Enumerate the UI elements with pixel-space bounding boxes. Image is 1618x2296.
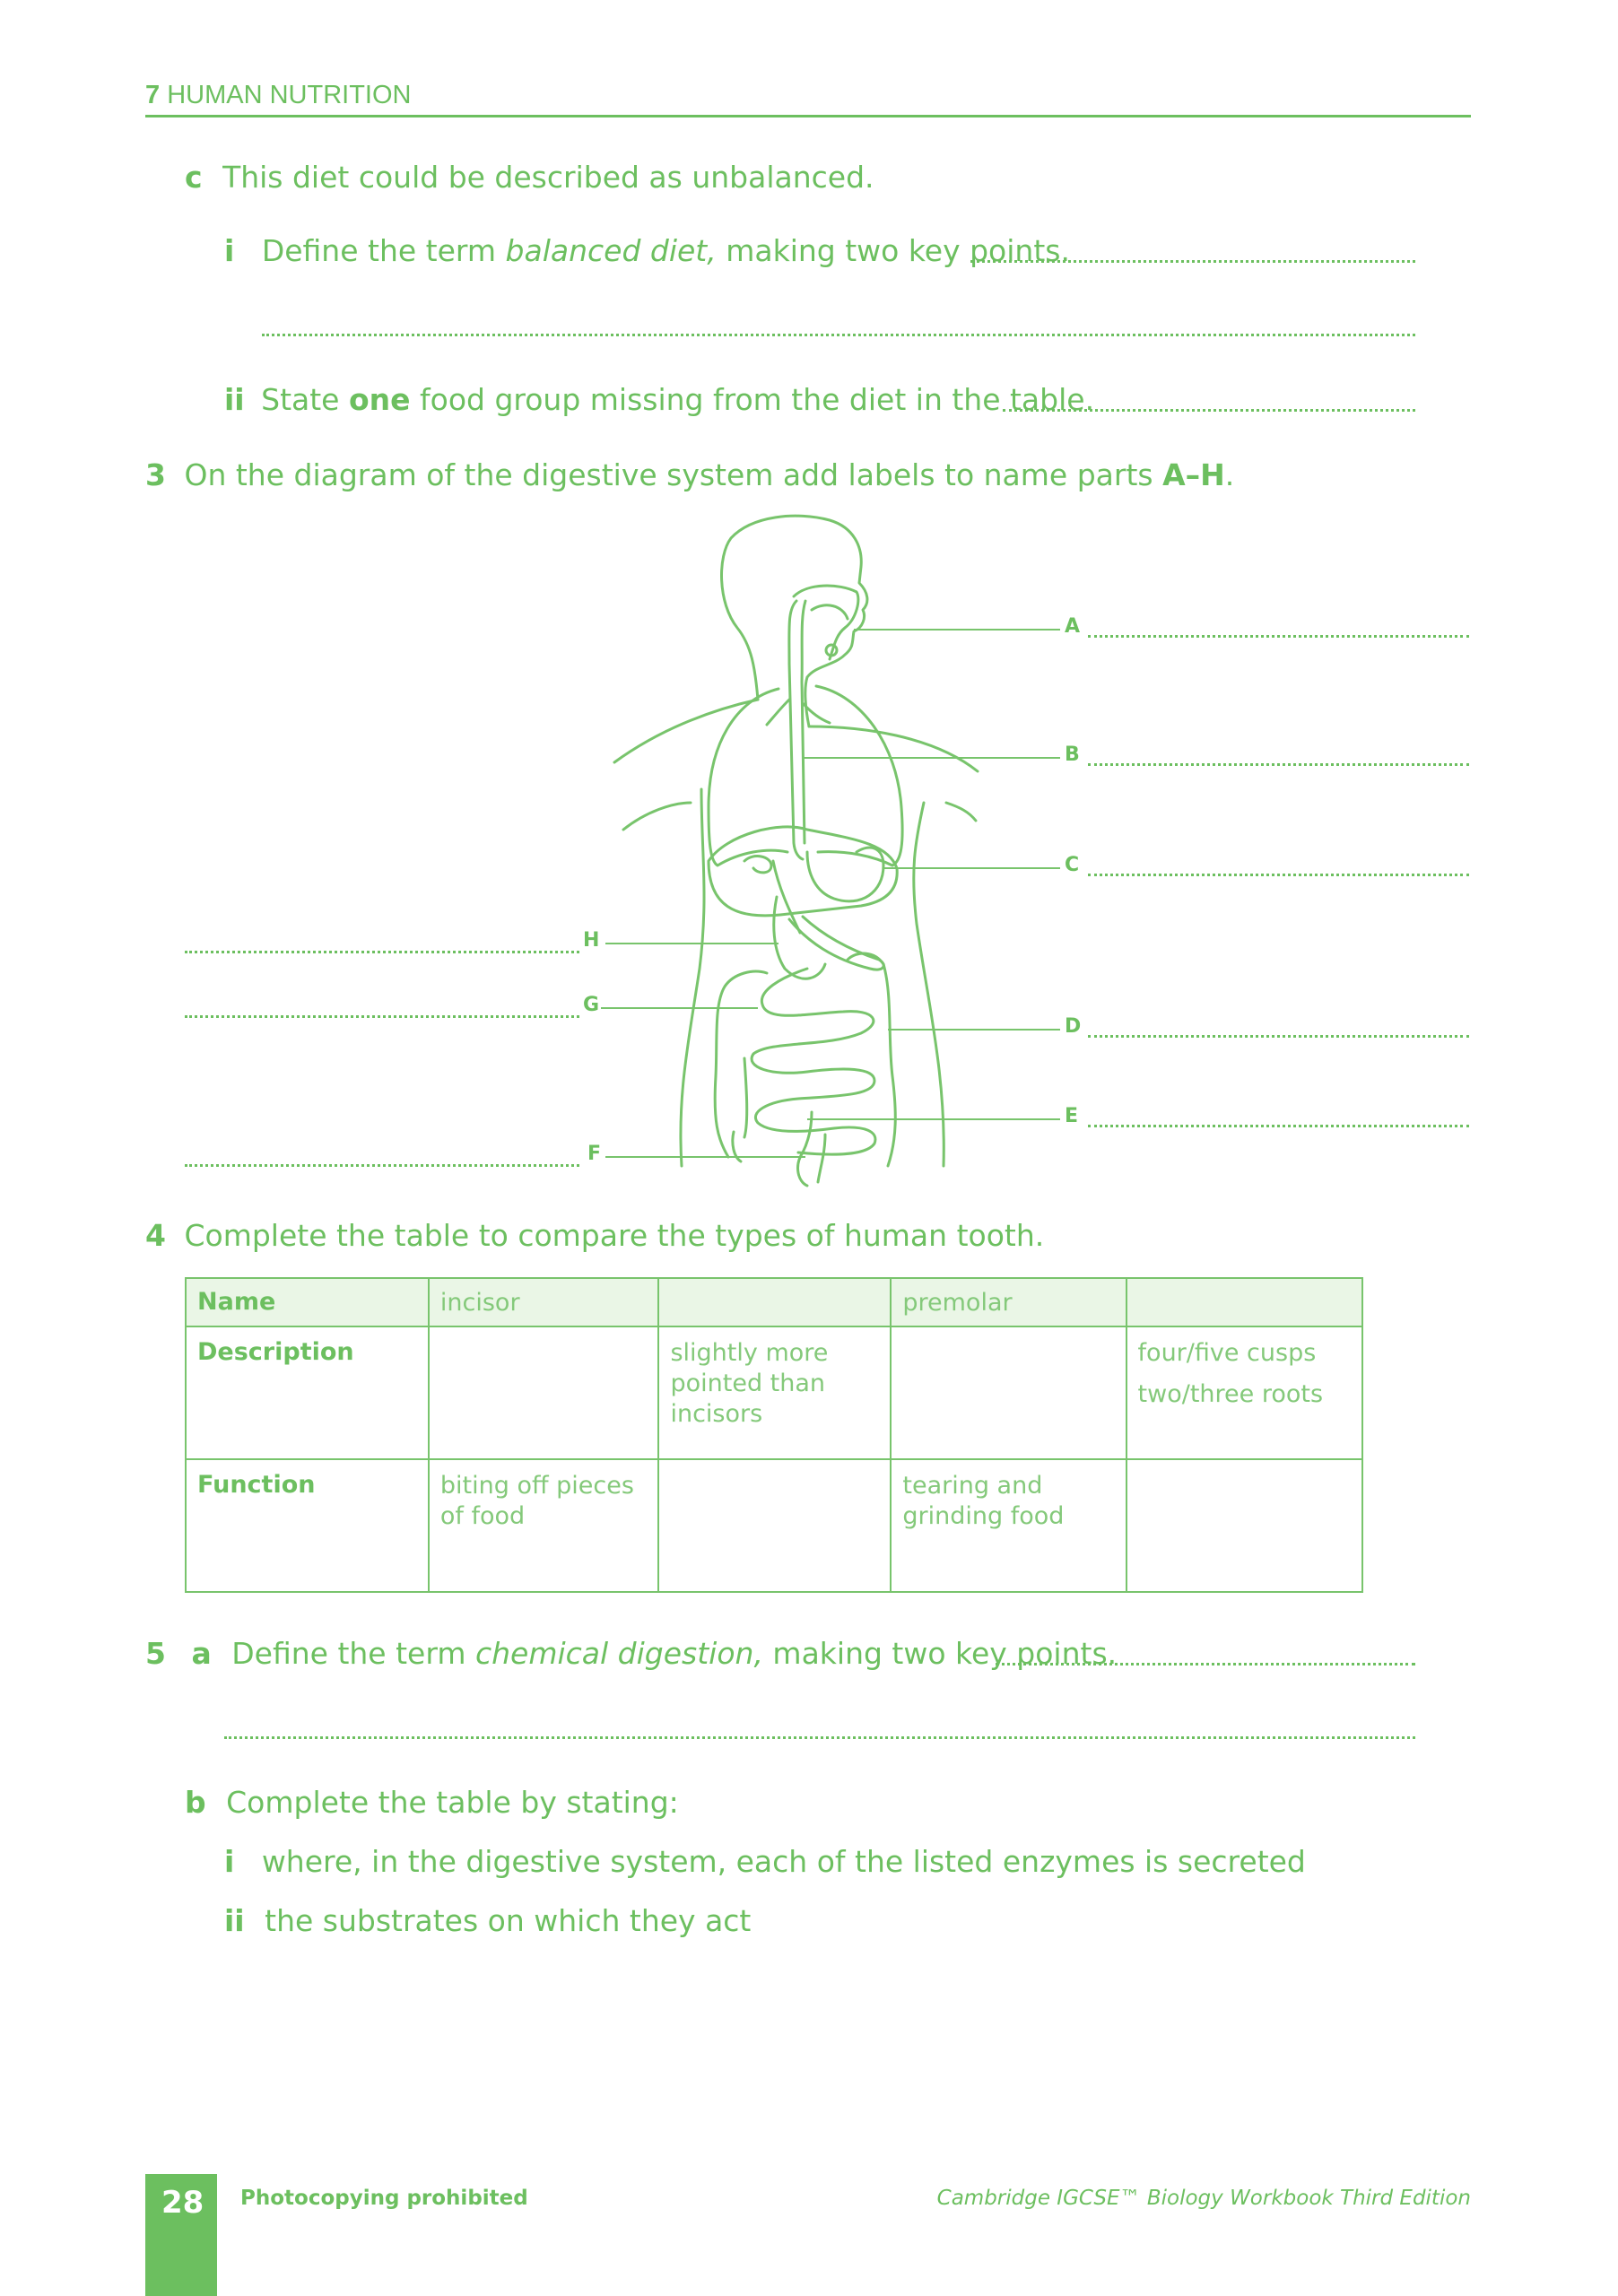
- diagram-label-b: B: [1065, 744, 1080, 766]
- answer-line-h[interactable]: [185, 951, 579, 953]
- answer-line-g[interactable]: [185, 1015, 579, 1018]
- question-text-post: making two key points.: [762, 1636, 1118, 1671]
- question-text-pre: State: [261, 382, 349, 417]
- head-outline: [722, 516, 867, 726]
- left-arm-line: [623, 803, 691, 830]
- subpart-number: i: [224, 233, 235, 268]
- answer-line-e[interactable]: [1088, 1125, 1469, 1127]
- cell-text: incisor: [439, 1289, 520, 1317]
- answer-cell[interactable]: [1127, 1459, 1362, 1592]
- q5a: [145, 1636, 1117, 1671]
- left-shoulder: [614, 700, 758, 762]
- q5b-ii: [224, 1903, 751, 1938]
- table-cell: [891, 1278, 1126, 1326]
- diagram-label-g: G: [583, 994, 600, 1016]
- question-text-post: making two key points.: [716, 233, 1070, 268]
- oesophagus: [789, 601, 803, 859]
- book-title: Cambridge IGCSE™ Biology Workbook Third Edition: [936, 2187, 1471, 2210]
- answer-line-c[interactable]: [1088, 874, 1469, 876]
- question-number: 3: [145, 457, 166, 492]
- duodenum: [774, 897, 825, 978]
- q3: [145, 457, 1234, 492]
- cell-text: biting off pieces: [439, 1472, 634, 1500]
- left-lung: [709, 689, 787, 865]
- cell-text: pointed than: [670, 1370, 826, 1397]
- diagram-label-d: D: [1065, 1015, 1082, 1038]
- q2c-ii: [224, 382, 1094, 417]
- row-header: Description: [186, 1326, 429, 1459]
- tooth-comparison-table: [185, 1277, 1363, 1593]
- q2c-i: [224, 233, 1070, 268]
- cell-text: grinding food: [902, 1502, 1065, 1530]
- page-number: 28: [161, 2185, 204, 2221]
- diagram-label-c: C: [1065, 854, 1080, 876]
- q5b-i: [224, 1844, 1306, 1879]
- cell-text: two/three roots: [1137, 1380, 1324, 1408]
- header-rule: [145, 115, 1471, 117]
- question-text: Complete the table to compare the types of human tooth.: [184, 1218, 1045, 1253]
- answer-cell[interactable]: [1127, 1278, 1362, 1326]
- cell-text: four/five cusps: [1137, 1339, 1317, 1367]
- rectum: [798, 1112, 812, 1186]
- stomach: [807, 848, 883, 901]
- part-letter: c: [185, 160, 203, 195]
- question-text-pre: Define the term: [261, 233, 506, 268]
- cell-text: premolar: [902, 1289, 1013, 1317]
- question-text: This diet could be described as unbalanced.: [222, 160, 874, 195]
- question-text-post: food group missing from the diet in the table.: [410, 382, 1095, 417]
- answer-cell[interactable]: [658, 1278, 891, 1326]
- table-cell: [1127, 1326, 1362, 1459]
- question-number: 4: [145, 1218, 166, 1253]
- subpart-number: ii: [224, 1903, 245, 1938]
- question-end: .: [1224, 457, 1235, 492]
- question-text: the substrates on which they act: [265, 1903, 752, 1938]
- answer-line[interactable]: [1003, 409, 1415, 412]
- diagram-label-h: H: [583, 929, 600, 952]
- question-number: 5: [145, 1636, 166, 1671]
- subpart-number: i: [224, 1844, 235, 1879]
- answer-cell[interactable]: [429, 1326, 659, 1459]
- left-torso: [681, 789, 704, 1166]
- part-letter: a: [191, 1636, 212, 1671]
- diagram-label-e: E: [1065, 1105, 1079, 1127]
- answer-line[interactable]: [224, 1736, 1415, 1739]
- chapter-title: HUMAN NUTRITION: [167, 81, 412, 109]
- cell-text: of food: [439, 1502, 526, 1530]
- question-term: balanced diet,: [505, 233, 717, 268]
- answer-line[interactable]: [970, 260, 1415, 263]
- answer-line-f[interactable]: [185, 1164, 579, 1167]
- q4: [145, 1218, 1044, 1253]
- large-intestine: [715, 971, 767, 1157]
- answer-line-d[interactable]: [1088, 1035, 1469, 1038]
- question-text: where, in the digestive system, each of the listed enzymes is secreted: [261, 1844, 1306, 1879]
- table-row: [186, 1326, 1362, 1459]
- table-cell: [658, 1326, 891, 1459]
- right-arm-line: [946, 803, 976, 821]
- right-shoulder: [809, 726, 978, 771]
- table-cell: [429, 1278, 659, 1326]
- question-bold: one: [348, 382, 411, 417]
- diagram-label-a: A: [1065, 615, 1081, 638]
- table-row: [186, 1459, 1362, 1592]
- answer-line[interactable]: [262, 334, 1415, 336]
- pancreas: [789, 917, 883, 970]
- answer-line-a[interactable]: [1088, 635, 1469, 638]
- question-range: A–H: [1162, 457, 1225, 492]
- row-header: Name: [186, 1278, 429, 1326]
- cell-text: tearing and: [902, 1472, 1043, 1500]
- cell-text: incisors: [670, 1400, 763, 1428]
- mouth-structure: [794, 586, 858, 659]
- diagram-label-f: F: [587, 1143, 602, 1165]
- right-torso: [914, 803, 944, 1166]
- photocopying-notice: Photocopying prohibited: [240, 2187, 528, 2210]
- small-intestine: [752, 969, 875, 1154]
- question-term: chemical digestion,: [474, 1636, 763, 1671]
- appendix: [733, 1132, 741, 1161]
- answer-cell[interactable]: [658, 1459, 891, 1592]
- cell-text: slightly more: [670, 1339, 829, 1367]
- question-text: On the diagram of the digestive system add labels to name parts: [184, 457, 1163, 492]
- chapter-number: 7: [145, 81, 161, 109]
- question-text-pre: Define the term: [231, 1636, 475, 1671]
- q5b: [185, 1785, 679, 1820]
- answer-cell[interactable]: [891, 1326, 1126, 1459]
- row-header: Function: [186, 1459, 429, 1592]
- table-cell: [429, 1459, 659, 1592]
- question-text: Complete the table by stating:: [226, 1785, 679, 1820]
- part-letter: b: [185, 1785, 206, 1820]
- gall-bladder: [744, 857, 771, 873]
- liver: [709, 827, 897, 916]
- table-cell: [891, 1459, 1126, 1592]
- running-header: [145, 81, 411, 110]
- table-row: [186, 1278, 1362, 1326]
- subpart-number: ii: [224, 382, 245, 417]
- answer-line[interactable]: [996, 1663, 1415, 1665]
- answer-line-b[interactable]: [1088, 763, 1469, 766]
- q2c: [185, 160, 874, 195]
- right-lung: [816, 686, 902, 865]
